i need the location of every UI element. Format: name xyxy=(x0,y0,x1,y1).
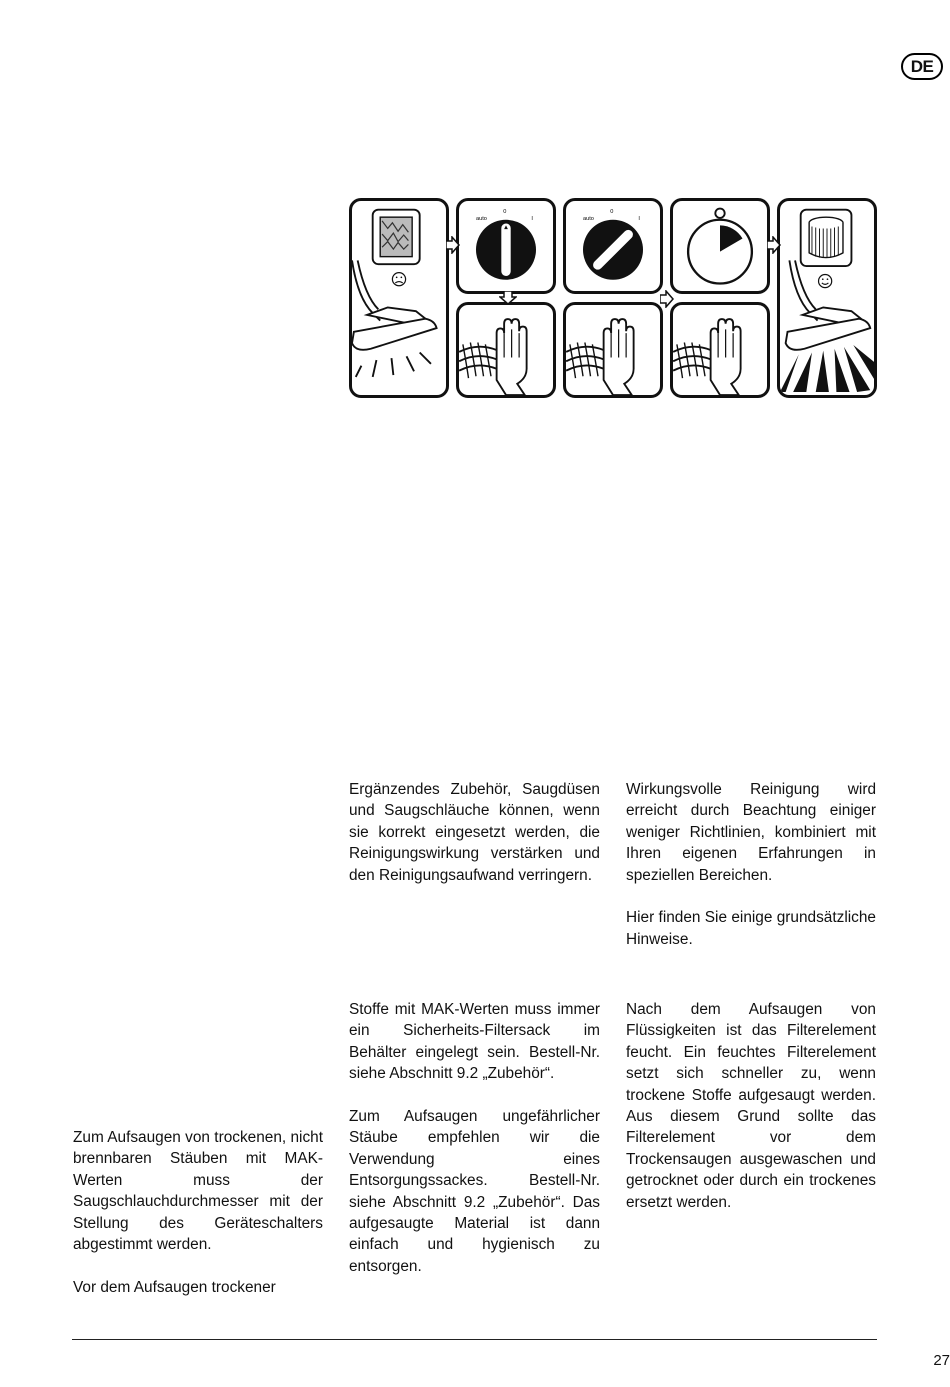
dial-label-zero: 0 xyxy=(610,209,614,216)
panel-dial-off xyxy=(456,198,556,294)
dial-label-one: I xyxy=(531,215,533,222)
wet-filter-paragraph: Nach dem Aufsaugen von Flüssigkeiten ist das Filterelement feucht. Ein feuchtes Filterelement setzt sich schneller zu, wenn trockene Stoffe aufgesaugt werden. Aus diesem Grund sollte das Filterelement vor dem Trockensaugen ausgewaschen und getrocknet oder durch ein trockenes ersetzt werden. xyxy=(626,1001,876,1211)
timer-icon xyxy=(688,209,752,284)
column-2-bottom xyxy=(349,999,600,1277)
dial-off-icon xyxy=(476,220,536,280)
effective-cleaning-paragraph: Wirkungsvolle Reinigung wird erreicht durch Beachtung einiger weniger Richtlinien, kombiniert mit Ihren eigenen Erfahrungen in speziellen Bereichen. xyxy=(626,781,876,884)
mak-safety-bag-paragraph: Stoffe mit MAK-Werten muss immer ein Sicherheits-Filtersack im Behälter eingelegt sein. Bestell-Nr. siehe Abschnitt 9.2 „Zubehör“. xyxy=(349,1001,600,1083)
sad-face-icon xyxy=(392,273,405,286)
panel-clean-floor xyxy=(777,198,877,398)
page-number: 27 xyxy=(933,1352,950,1369)
arrow-right-icon xyxy=(660,290,674,308)
dial-label-one: I xyxy=(638,215,640,222)
before-dry-vacuuming-paragraph: Vor dem Aufsaugen trockener xyxy=(73,1278,276,1296)
basic-notes-paragraph: Hier finden Sie einige grundsätzliche Hinweise. xyxy=(626,909,876,948)
hand-hose-icon xyxy=(459,319,527,395)
dirty-filter-icon xyxy=(373,210,420,265)
language-badge: DE xyxy=(901,53,943,80)
panel-hand-hose-2 xyxy=(563,302,663,398)
panel-timer xyxy=(670,198,770,294)
dial-label-zero: 0 xyxy=(503,209,507,216)
panel-dial-on xyxy=(563,198,663,294)
dial-label-auto: auto xyxy=(583,215,594,222)
dial-on-icon xyxy=(583,220,643,280)
column-1-bottom xyxy=(73,1127,323,1298)
clean-filter-icon xyxy=(801,210,852,266)
vacuum-nozzle-icon xyxy=(352,260,437,377)
column-2-top xyxy=(349,779,600,886)
arrow-right-icon xyxy=(446,236,460,254)
vacuum-nozzle-icon xyxy=(780,260,874,392)
disposal-bag-paragraph: Zum Aufsaugen ungefährlicher Stäube empfehlen wir die Verwendung eines Entsorgungssackes. Bestell-Nr. siehe Abschnitt 9.2 „Zubehör“. Das aufgesaugte Material ist dann einfach und hygienisch zu entsorgen. xyxy=(349,1108,600,1275)
hose-diameter-paragraph: Zum Aufsaugen von trockenen, nicht brennbaren Stäuben mit MAK-Werten muss der Saugschlauchdurchmesser mit der Stellung des Geräteschalters abgestimmt werden. xyxy=(73,1129,323,1254)
accessories-paragraph: Ergänzendes Zubehör, Saugdüsen und Saugschläuche können, wenn sie korrekt eingesetzt werden, die Reinigungswirkung verstärken und den Reinigungsaufwand verringern. xyxy=(349,781,600,884)
dial-label-auto: auto xyxy=(476,215,487,222)
panel-hand-hose-1 xyxy=(456,302,556,398)
hand-hose-icon xyxy=(673,319,741,395)
arrow-down-icon xyxy=(499,291,517,305)
arrow-right-icon xyxy=(767,236,781,254)
happy-face-icon xyxy=(819,275,832,288)
panel-dirty-floor xyxy=(349,198,449,398)
column-3-bottom xyxy=(626,999,876,1213)
hand-hose-icon xyxy=(566,319,634,395)
column-3-top xyxy=(626,779,876,950)
panel-hand-hose-3 xyxy=(670,302,770,398)
footer-divider xyxy=(72,1339,877,1340)
